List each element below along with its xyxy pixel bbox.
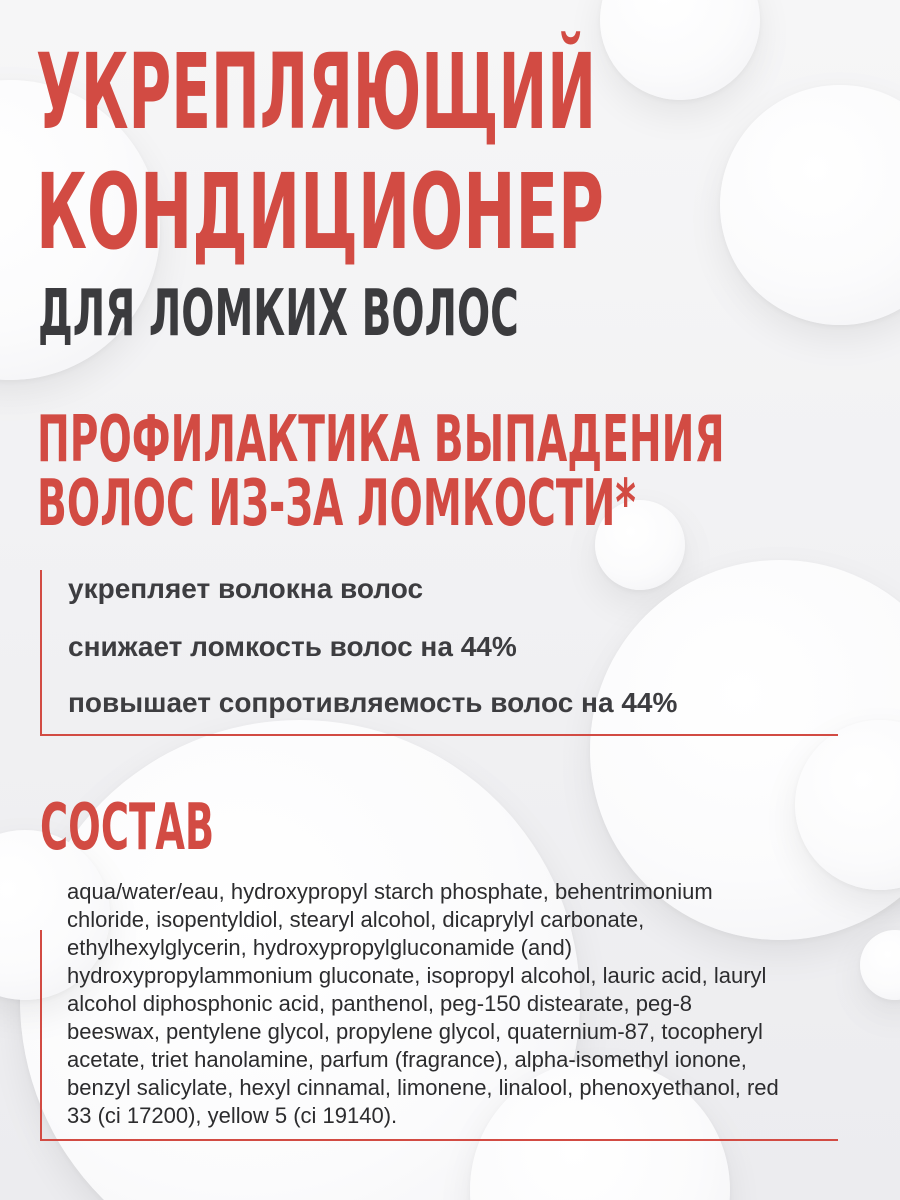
- benefits-list: [40, 570, 838, 736]
- ingredients-text: aqua/water/eau, hydroxypropyl starch phosphate, behentrimonium chloride, isopentyldiol, stearyl alcohol, dicaprylyl carbonate, ethylhexylglycerin, hydroxypropylgluconamide (and) hydroxypropylammonium gluconate, isopropyl alcohol, lauric acid, lauryl alcohol diphosphonic acid, panthenol, peg-150 distearate, peg-8 beeswax, pentylene glycol, propylene glycol, quaternium-87, tocopheryl acetate, triet hanolamine, parfum (fragrance), alpha-isomethyl ionone, benzyl salicylate, hexyl cinnamal, limonene, linalool, phenoxyethanol, red 33 (ci 17200), yellow 5 (ci 19140).: [67, 879, 779, 1128]
- product-title-line-1: УКРЕПЛЯЮЩИЙ: [36, 31, 596, 153]
- product-title-line-2: КОНДИЦИОНЕР: [36, 151, 604, 273]
- benefit-item: повышает сопротивляемость волос на 44%: [68, 687, 678, 718]
- composition-heading: СОСТАВ: [40, 791, 215, 865]
- product-title-line-3: ДЛЯ ЛОМКИХ ВОЛОС: [38, 277, 519, 351]
- subtitle-line-2: ВОЛОС ИЗ-ЗА ЛОМКОСТИ*: [37, 467, 636, 541]
- subtitle-line-1: ПРОФИЛАКТИКА ВЫПАДЕНИЯ: [37, 403, 725, 477]
- benefit-item: снижает ломкость волос на 44%: [68, 631, 517, 662]
- benefit-item: укрепляет волокна волос: [68, 573, 424, 604]
